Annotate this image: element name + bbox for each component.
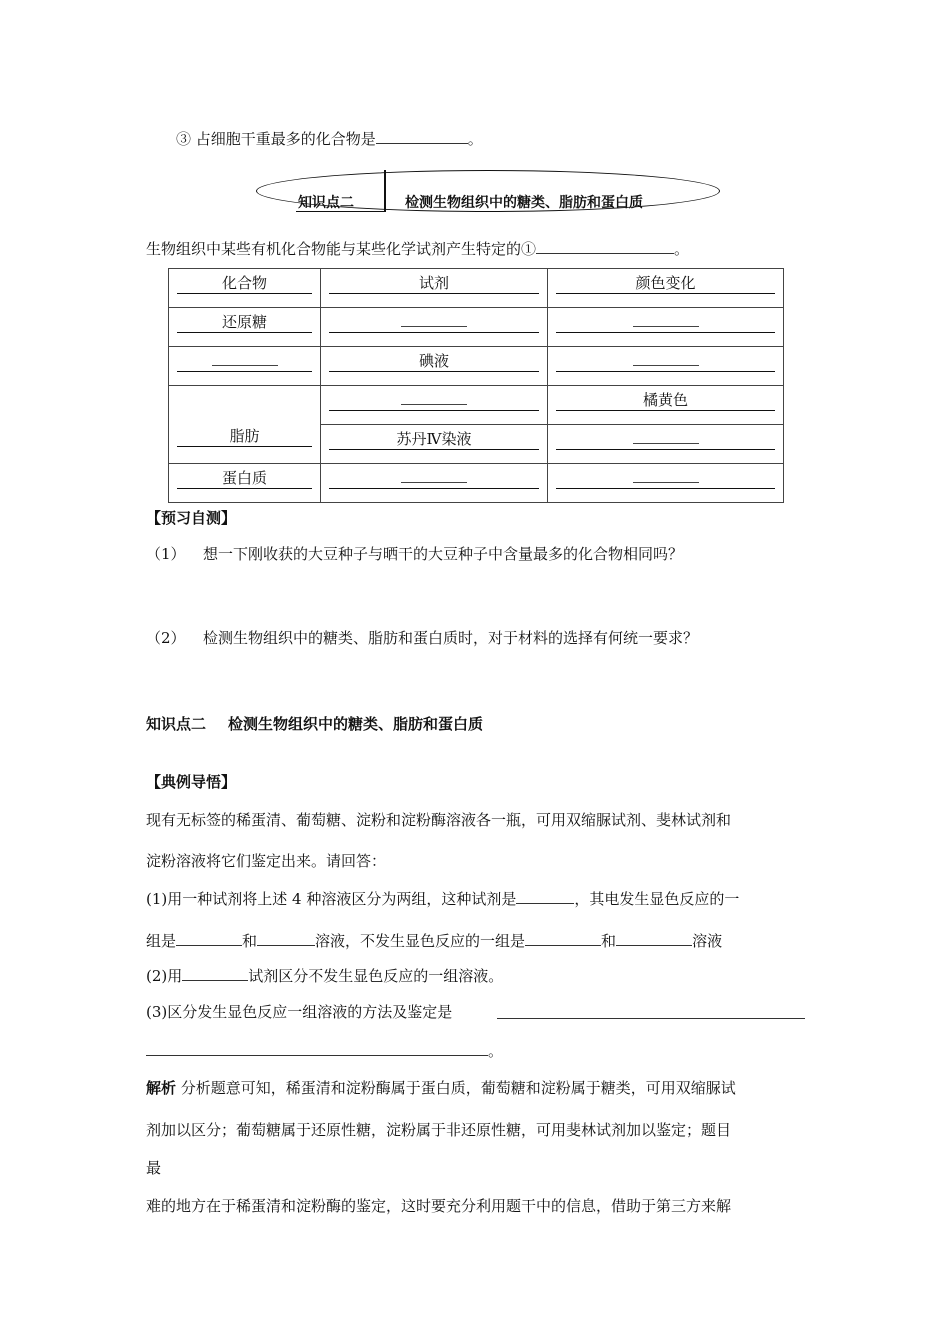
compound-fat: 脂肪 bbox=[177, 426, 312, 447]
table-cell bbox=[548, 425, 784, 464]
table-cell bbox=[321, 386, 548, 425]
answer-blank[interactable] bbox=[556, 312, 775, 333]
table-cell bbox=[321, 347, 548, 386]
answer-blank[interactable] bbox=[177, 351, 312, 372]
part-3-text-a: (2)用 bbox=[146, 967, 183, 985]
table-cell bbox=[321, 464, 548, 503]
header-color-change: 颜色变化 bbox=[556, 273, 775, 294]
example-part-2 bbox=[146, 965, 503, 986]
answer-blank[interactable] bbox=[329, 468, 539, 489]
table-row bbox=[169, 464, 784, 503]
answer-blank[interactable] bbox=[182, 965, 248, 981]
reaction-line-text: 生物组织中某些有机化合物能与某些化学试剂产生特定的① bbox=[146, 240, 537, 258]
part-1-text-b: ，其电发生显色反应的一 bbox=[574, 890, 740, 908]
answer-blank[interactable] bbox=[329, 390, 539, 411]
intro-question-text: ③ 占细胞干重最多的化合物是 bbox=[176, 130, 376, 148]
sub-blank bbox=[401, 312, 467, 327]
color-orange-yellow: 橘黄色 bbox=[556, 390, 775, 411]
banner-divider bbox=[384, 170, 386, 212]
table-cell bbox=[321, 425, 548, 464]
answer-blank[interactable] bbox=[329, 312, 539, 333]
answer-blank[interactable] bbox=[556, 429, 775, 450]
answer-blank[interactable] bbox=[616, 930, 692, 946]
example-part-3 bbox=[146, 1002, 452, 1022]
answer-blank[interactable] bbox=[146, 1040, 488, 1056]
example-heading: 【典例导悟】 bbox=[146, 773, 237, 791]
section-subtitle: 检测生物组织中的糖类、脂肪和蛋白质 bbox=[228, 715, 484, 733]
analysis-line-3: 最 bbox=[146, 1159, 162, 1177]
table-cell bbox=[169, 269, 321, 308]
table-cell bbox=[548, 386, 784, 425]
example-part-1-cont bbox=[146, 930, 722, 951]
compound-protein: 蛋白质 bbox=[177, 468, 312, 489]
part-2-text-c: 溶液，不发生显色反应的一组是 bbox=[315, 932, 526, 950]
table-cell bbox=[169, 464, 321, 503]
example-line-2: 淀粉溶液将它们鉴定出来。请回答： bbox=[146, 852, 387, 870]
sub-blank bbox=[633, 429, 699, 444]
table-header-row bbox=[169, 269, 784, 308]
answer-blank[interactable] bbox=[516, 888, 574, 904]
header-compound: 化合物 bbox=[177, 273, 312, 294]
table-row bbox=[169, 347, 784, 386]
analysis-label: 解析 bbox=[146, 1079, 177, 1097]
q2-number: （2） bbox=[146, 629, 186, 647]
part-2-text-b: 和 bbox=[242, 932, 258, 950]
part-2-text-e: 溶液 bbox=[692, 932, 723, 950]
answer-blank-long[interactable] bbox=[497, 1003, 805, 1019]
sub-blank bbox=[212, 351, 278, 366]
example-part-1 bbox=[146, 888, 739, 909]
analysis-line-2: 剂加以区分；葡萄糖属于还原性糖，淀粉属于非还原性糖，可用斐林试剂加以鉴定；题目 bbox=[146, 1121, 732, 1139]
part-3-text-b: 试剂区分不发生显色反应的一组溶液。 bbox=[248, 967, 504, 985]
table-cell bbox=[169, 386, 321, 464]
table-cell bbox=[548, 464, 784, 503]
banner-subtitle: 检测生物组织中的糖类、脂肪和蛋白质 bbox=[405, 195, 643, 211]
reagent-iodine: 碘液 bbox=[329, 351, 539, 372]
intro-question bbox=[176, 128, 483, 149]
analysis-text-1: 分析题意可知，稀蛋清和淀粉酶属于蛋白质，葡萄糖和淀粉属于糖类，可用双缩脲试 bbox=[180, 1079, 736, 1097]
table-row bbox=[169, 386, 784, 425]
answer-blank[interactable] bbox=[376, 128, 468, 144]
banner-title: 知识点二 bbox=[298, 195, 354, 211]
period: 。 bbox=[467, 130, 483, 148]
sub-blank bbox=[633, 312, 699, 327]
table-cell bbox=[169, 308, 321, 347]
answer-blank[interactable] bbox=[176, 930, 242, 946]
q1-number: （1） bbox=[146, 545, 186, 563]
part-4-text: (3)区分发生显色反应一组溶液的方法及鉴定是 bbox=[146, 1003, 453, 1021]
reagent-sudan-iv: 苏丹Ⅳ染液 bbox=[329, 429, 539, 450]
answer-blank[interactable] bbox=[556, 468, 775, 489]
table-row bbox=[169, 308, 784, 347]
period: 。 bbox=[488, 1042, 504, 1060]
answer-blank[interactable] bbox=[525, 930, 601, 946]
table-cell bbox=[548, 269, 784, 308]
example-line-1: 现有无标签的稀蛋清、葡萄糖、淀粉和淀粉酶溶液各一瓶，可用双缩脲试剂、斐林试剂和 bbox=[146, 811, 732, 829]
sub-blank bbox=[633, 351, 699, 366]
part-2-text-d: 和 bbox=[601, 932, 617, 950]
answer-blank[interactable] bbox=[536, 238, 674, 254]
table-cell bbox=[548, 347, 784, 386]
table-cell bbox=[321, 269, 548, 308]
answer-blank[interactable] bbox=[257, 930, 315, 946]
compound-reducing-sugar: 还原糖 bbox=[177, 312, 312, 333]
preview-heading: 【预习自测】 bbox=[146, 509, 237, 527]
reagent-table bbox=[168, 268, 784, 503]
q2-text: 检测生物组织中的糖类、脂肪和蛋白质时，对于材料的选择有何统一要求？ bbox=[203, 629, 699, 647]
answer-blank[interactable] bbox=[556, 351, 775, 372]
sub-blank bbox=[401, 468, 467, 483]
sub-blank bbox=[401, 390, 467, 405]
part-2-text-a: 组是 bbox=[146, 932, 177, 950]
analysis-line-1 bbox=[146, 1078, 736, 1098]
section-title: 知识点二 bbox=[146, 715, 207, 733]
period: 。 bbox=[674, 240, 690, 258]
analysis-line-4: 难的地方在于稀蛋清和淀粉酶的鉴定，这时要充分利用题干中的信息，借助于第三方来解 bbox=[146, 1197, 732, 1215]
reaction-line bbox=[146, 238, 689, 259]
example-part-3-cont bbox=[146, 1040, 503, 1061]
part-1-text-a: (1)用一种试剂将上述 4 种溶液区分为两组，这种试剂是 bbox=[146, 890, 517, 908]
q1-text: 想一下刚收获的大豆种子与晒干的大豆种子中含量最多的化合物相同吗？ bbox=[203, 545, 684, 563]
table-cell bbox=[548, 308, 784, 347]
header-reagent: 试剂 bbox=[329, 273, 539, 294]
table-cell bbox=[321, 308, 548, 347]
sub-blank bbox=[633, 468, 699, 483]
table-cell bbox=[169, 347, 321, 386]
